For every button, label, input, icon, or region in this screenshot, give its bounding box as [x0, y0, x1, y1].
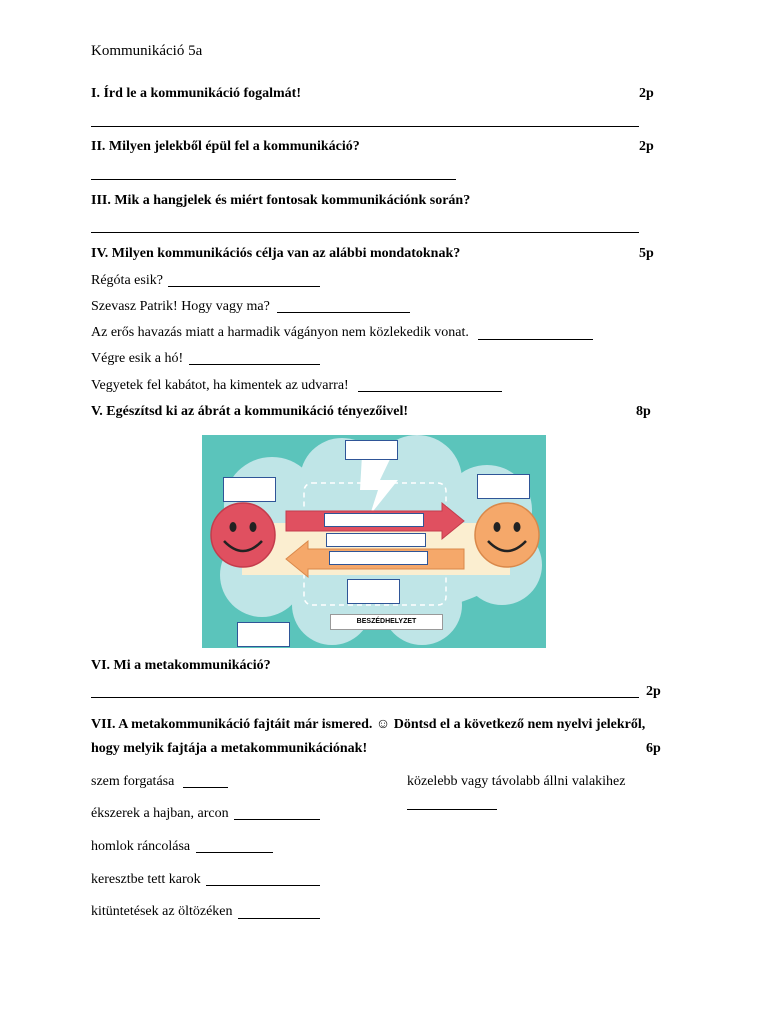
question-5: V. Egészítsd ki az ábrát a kommunikáció tényezőivel! [91, 404, 409, 419]
communication-diagram [202, 435, 546, 648]
q7-item-6: közelebb vagy távolabb állni valakihez [407, 774, 626, 789]
diagram-box-right[interactable] [477, 474, 530, 499]
question-7-points: 6p [646, 741, 661, 756]
q7-item-3: homlok ráncolása [91, 839, 191, 854]
q4-answer-line-1[interactable] [168, 286, 320, 287]
q7-answer-line-4[interactable] [206, 885, 320, 886]
q7-answer-line-3[interactable] [196, 852, 273, 853]
q7-item-4: keresztbe tett karok [91, 872, 201, 887]
q4-answer-line-2[interactable] [277, 312, 410, 313]
question-7-line-2: hogy melyik fajtája a metakommunikációnak! [91, 741, 368, 756]
q7-answer-line-1[interactable] [183, 787, 228, 788]
diagram-box-left[interactable] [223, 477, 276, 502]
question-6: VI. Mi a metakommunikáció? [91, 658, 271, 673]
q4-item-1: Régóta esik? [91, 273, 163, 288]
q4-item-4: Végre esik a hó! [91, 351, 184, 366]
question-4: IV. Milyen kommunikációs célja van az alábbi mondatoknak? [91, 246, 461, 261]
q7-answer-line-6[interactable] [407, 809, 497, 810]
q4-answer-line-5[interactable] [358, 391, 502, 392]
q4-item-3: Az erős havazás miatt a harmadik vágányon nem közlekedik vonat. [91, 325, 469, 340]
q7-answer-line-5[interactable] [238, 918, 320, 919]
diagram-box-top[interactable] [345, 440, 398, 460]
question-5-points: 8p [636, 404, 651, 419]
question-1-points: 2p [639, 86, 654, 101]
question-4-points: 5p [639, 246, 654, 261]
q4-item-5: Vegyetek fel kabátot, ha kimentek az udvarra! [91, 378, 349, 393]
q4-item-2: Szevasz Patrik! Hogy vagy ma? [91, 299, 270, 314]
question-7-line-1: VII. A metakommunikáció fajtáit már ismered. ☺ Döntsd el a következő nem nyelvi jelekről, [91, 717, 646, 732]
question-2-points: 2p [639, 139, 654, 154]
question-1: I. Írd le a kommunikáció fogalmát! [91, 86, 301, 101]
diagram-box-arrow-1[interactable] [324, 513, 424, 527]
answer-line-6[interactable] [91, 697, 639, 698]
diagram-box-arrow-2[interactable] [326, 533, 426, 547]
question-2: II. Milyen jelekből épül fel a kommunikáció? [91, 139, 360, 154]
q7-answer-line-2[interactable] [234, 819, 320, 820]
diagram-box-bottom[interactable] [347, 579, 400, 604]
answer-line-3[interactable] [91, 232, 639, 233]
q4-answer-line-4[interactable] [189, 364, 320, 365]
diagram-label-speech-situation: BESZÉDHELYZET [330, 614, 443, 630]
answer-line-1[interactable] [91, 126, 639, 127]
answer-line-2[interactable] [91, 179, 456, 180]
question-3: III. Mik a hangjelek és miért fontosak kommunikációnk során? [91, 193, 471, 208]
q4-answer-line-3[interactable] [478, 339, 593, 340]
diagram-box-bottom-left[interactable] [237, 622, 290, 647]
q7-item-2: ékszerek a hajban, arcon [91, 806, 229, 821]
q7-item-1: szem forgatása [91, 774, 175, 789]
question-6-points: 2p [646, 684, 661, 699]
diagram-box-arrow-3[interactable] [329, 551, 428, 565]
q7-item-5: kitüntetések az öltözéken [91, 904, 233, 919]
page-title: Kommunikáció 5a [91, 43, 203, 59]
